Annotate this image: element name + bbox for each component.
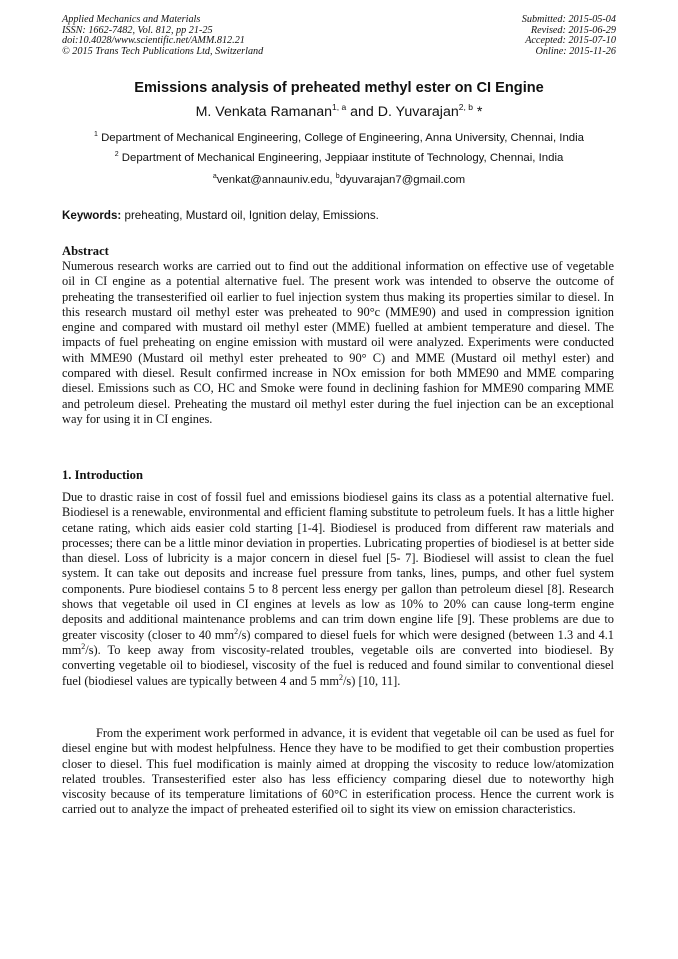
author-1: M. Venkata Ramanan xyxy=(195,104,333,120)
affiliation-1-mark: 1 xyxy=(94,131,98,138)
affiliation-1 xyxy=(0,131,678,144)
copyright-line: © 2015 Trans Tech Publications Ltd, Switzerland xyxy=(62,45,264,57)
author-line xyxy=(0,102,678,120)
paper-title: Emissions analysis of preheated methyl ester on CI Engine xyxy=(134,80,544,96)
introduction-paragraph-1 xyxy=(62,490,614,689)
submitted-date: Submitted: 2015-05-04 xyxy=(521,14,616,25)
intro-p1-part-d: /s) [10, 11]. xyxy=(342,673,401,688)
online-date: Online: 2015-11-26 xyxy=(535,45,616,57)
email-a: venkat@annauniv.edu, xyxy=(216,174,336,186)
intro-p1-part-b: /s) compared to diesel fuels for which were designed (between 1.3 and 4.1 mm xyxy=(62,627,614,657)
affiliation-2-text: Department of Mechanical Engineering, Jeppiaar institute of Technology, Chennai, India xyxy=(118,152,564,164)
abstract-text: Numerous research works are carried out to find out the additional information on effective use of vegetable oil in CI engine as a potential alternative fuel. The present work was intended to observe the outcome of preheating the transesterified oil earlier to fuel injection system thus making its properties similar to diesel. In this research mustard oil methyl ester was preheated to 90°c (MME90) and used in compression ignition engine and compared with mustard oil methyl ester (MME) fuelled at ambient temperature and diesel. The impacts of fuel preheating on engine emission with mustard oil were analyzed. Experiments were conducted with MME90 (Mustard oil methyl ester preheated to 90° C) and MME (Mustard oil methyl ester) and compared with diesel. Result confirmed increase in NOx emission for both MME90 and MME comparing diesel. Emissions such as CO, HC and Smoke were found in declining fashion for MME90 comparing MME and petroleum diesel. Preheating the mustard oil methyl ester during the fuel injection can be an exceptional way for using it in CI engines. xyxy=(62,259,614,426)
journal-info xyxy=(62,15,263,57)
doi-line: doi:10.4028/www.scientific.net/AMM.812.21 xyxy=(62,35,245,47)
email-b-mark: b xyxy=(335,173,340,180)
introduction-paragraph-2: From the experiment work performed in advance, it is evident that vegetable oil can be used as fuel for diesel engine but with modest helpfulness. Hence they have to be modified to get their combustion properties closer to diesel. This fuel modification is mainly aimed at dropping the viscosity to reduce low/atomization related troubles. Transesterified ester also has less efficiency comparing diesel due to noteworthy high viscosity because of its temperature limitations of 60°C in esterification process. Hence the current work is carried out to analyze the impact of preheated esterified oil to sight its view on emission characteristics. xyxy=(62,726,614,817)
email-b: dyuvarajan7@gmail.com xyxy=(339,174,466,186)
author-emails xyxy=(0,173,678,186)
keywords xyxy=(62,209,379,222)
introduction-heading: 1. Introduction xyxy=(62,468,143,482)
accepted-date: Accepted: 2015-07-10 xyxy=(525,35,616,47)
affiliation-1-text: Department of Mechanical Engineering, College of Engineering, Anna University, Chennai, India xyxy=(97,132,584,144)
affiliation-2-mark: 2 xyxy=(114,151,119,158)
superscript: 2 xyxy=(234,626,239,636)
author-2: D. Yuvarajan xyxy=(377,104,459,120)
keywords-text: preheating, Mustard oil, Ignition delay, Emissions. xyxy=(121,209,379,222)
corresponding-author-mark: * xyxy=(472,104,483,120)
affiliation-2 xyxy=(0,151,678,164)
superscript: 2 xyxy=(81,641,86,651)
keywords-label: Keywords: xyxy=(62,209,122,222)
submission-dates xyxy=(522,15,616,57)
author-conjunction: and xyxy=(346,104,378,120)
journal-name: Applied Mechanics and Materials xyxy=(62,14,201,25)
author-1-affiliation-mark: 1, a xyxy=(332,102,347,112)
issn-line: ISSN: 1662-7482, Vol. 812, pp 21-25 xyxy=(62,24,213,36)
intro-p1-part-a: Due to drastic raise in cost of fossil fuel and emissions biodiesel gains its class as a potential alternative fuel. Biodiesel is a renewable, environmental and efficient flaming substitute to petroleum fuels. It has a little higher cetane rating, which aids easier cold starting [1-4]. Biodiesel is produced from different raw materials and processes; there can be a little minor deviation in properties. Lubricating properties of biodiesel is at better side than diesel. Loss of lubricity is a major concern in diesel fuel [5- 7]. Biodiesel will assist to clean the fuel system. It can take out deposits and increase fuel pressure from tanks, lines, pumps, and other fuel system components. Pure biodiesel contains 5 to 8 percent less energy per gallon than petroleum diesel [8]. Research shows that vegetable oil used in CI engines at levels as low as 10% to 20% can cause long-term engine deposits and additional maintenance problems and can trim down engine life [9]. These problems are due to greater viscosity (closer to 40 mm xyxy=(62,490,614,642)
author-2-affiliation-mark: 2, b xyxy=(458,102,473,112)
superscript: 2 xyxy=(338,672,343,682)
revised-date: Revised: 2015-06-29 xyxy=(530,24,616,36)
email-a-mark: a xyxy=(212,173,217,180)
intro-p1-part-c: /s). To keep away from viscosity-related troubles, vegetable oils are converted into biodiesel. By converting vegetable oil to biodiesel, viscosity of the fuel is reduced and found similar to conventional diesel fuel (biodiesel values are typically between 4 and 5 mm xyxy=(62,642,614,688)
abstract-heading: Abstract xyxy=(62,244,109,258)
